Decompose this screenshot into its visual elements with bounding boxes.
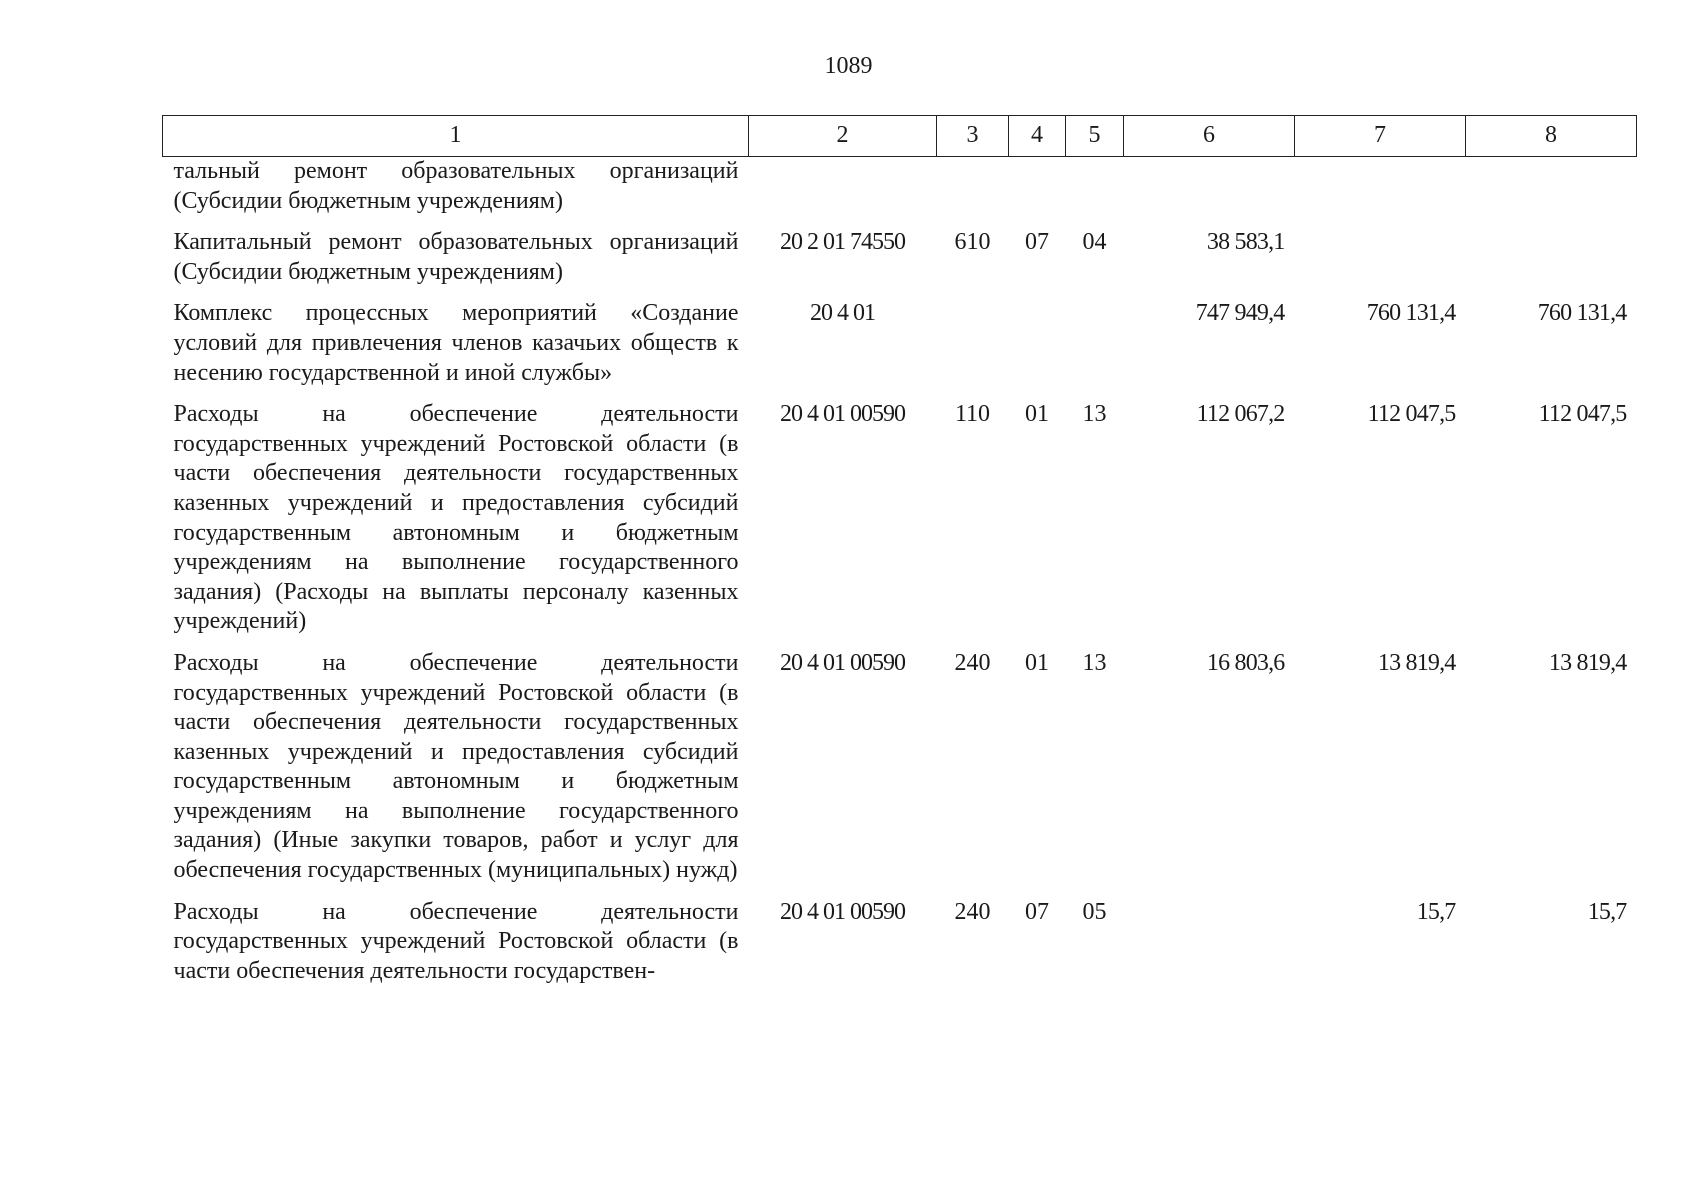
- section-code: 01: [1025, 401, 1049, 428]
- column-header-8: 8: [1466, 116, 1637, 157]
- amount-col-7: 13 819,4: [1377, 649, 1456, 676]
- subsection-code: [1066, 299, 1124, 400]
- amount-col-6: [1124, 898, 1295, 999]
- expense-type-code: 110: [954, 401, 991, 428]
- budget-table: [162, 115, 1637, 998]
- subsection-code: [1066, 157, 1124, 229]
- section-code: 01: [1025, 649, 1049, 676]
- amount-col-7: 760 131,4: [1366, 300, 1456, 327]
- row-description: Комплекс процессных мероприятий «Создание условий для привлечения членов казачьих обществ к несению государственной и иной службы»: [173, 300, 739, 386]
- header-row: [163, 116, 1637, 157]
- amount-col-7: 112 047,5: [1367, 401, 1456, 428]
- target-article-code: 20 4 01 00590: [780, 401, 905, 428]
- subsection-code: 13: [1082, 401, 1107, 428]
- target-article-code: [749, 157, 937, 229]
- row-description: Расходы на обеспечение деятельности государственных учреждений Ростовской области (в части обеспечения деятельности государственных казенных учреждений и предоставления субсидий государственным автономным и бюджетным учреждениям на выполнение государственного задания) (Расходы на выплаты персоналу казенных учреждений): [173, 401, 739, 635]
- subsection-code: 13: [1082, 649, 1107, 676]
- amount-col-7: [1295, 157, 1466, 229]
- target-article-code: 20 4 01: [810, 300, 875, 327]
- expense-type-code: 240: [954, 649, 991, 676]
- section-code: 07: [1025, 898, 1049, 925]
- expense-type-code: [937, 157, 1009, 229]
- subsection-code: 04: [1082, 229, 1107, 256]
- amount-col-8: 13 819,4: [1548, 649, 1627, 676]
- column-header-3: 3: [937, 116, 1009, 157]
- expense-type-code: [937, 299, 1009, 400]
- amount-col-8: 15,7: [1587, 898, 1627, 925]
- expense-type-code: 610: [954, 229, 991, 256]
- amount-col-6: 38 583,1: [1206, 229, 1285, 256]
- target-article-code: 20 4 01 00590: [780, 649, 905, 676]
- amount-col-6: 112 067,2: [1196, 401, 1285, 428]
- amount-col-7: 15,7: [1416, 898, 1456, 925]
- table-row: [163, 299, 1637, 400]
- amount-col-7: [1295, 228, 1466, 299]
- section-code: [1009, 299, 1066, 400]
- column-header-5: 5: [1066, 116, 1124, 157]
- row-description: тальный ремонт образовательных организаций (Субсидии бюджетным учреждениям): [173, 158, 739, 214]
- amount-col-8: [1466, 157, 1637, 229]
- column-header-1: 1: [163, 116, 749, 157]
- amount-col-6: [1124, 157, 1295, 229]
- row-description: Капитальный ремонт образовательных организаций (Субсидии бюджетным учреждениям): [173, 229, 739, 285]
- target-article-code: 20 2 01 74550: [780, 229, 905, 256]
- amount-col-8: [1466, 228, 1637, 299]
- row-description: Расходы на обеспечение деятельности государственных учреждений Ростовской области (в части обеспечения деятельности государственных казенных учреждений и предоставления субсидий государственным автономным и бюджетным учреждениям на выполнение государственного задания) (Иные закупки товаров, работ и услуг для обеспечения государственных (муниципальных) нужд): [173, 649, 739, 884]
- amount-col-8: 112 047,5: [1538, 401, 1627, 428]
- column-header-4: 4: [1009, 116, 1066, 157]
- table-row: [163, 649, 1637, 898]
- table-row: [163, 898, 1637, 999]
- amount-col-6: 16 803,6: [1206, 649, 1285, 676]
- column-header-7: 7: [1295, 116, 1466, 157]
- page-number: 1089: [824, 53, 873, 79]
- amount-col-6: 747 949,4: [1195, 300, 1285, 327]
- column-header-6: 6: [1124, 116, 1295, 157]
- table-row: [163, 400, 1637, 649]
- subsection-code: 05: [1082, 898, 1107, 925]
- table-row: [163, 228, 1637, 299]
- table-row: [163, 157, 1637, 229]
- amount-col-8: 760 131,4: [1537, 300, 1627, 327]
- section-code: [1009, 157, 1066, 229]
- row-description: Расходы на обеспечение деятельности государственных учреждений Ростовской области (в части обеспечения деятельности государствен-: [173, 898, 739, 984]
- section-code: 07: [1025, 229, 1049, 256]
- target-article-code: 20 4 01 00590: [780, 898, 905, 925]
- column-header-2: 2: [749, 116, 937, 157]
- expense-type-code: 240: [954, 898, 991, 925]
